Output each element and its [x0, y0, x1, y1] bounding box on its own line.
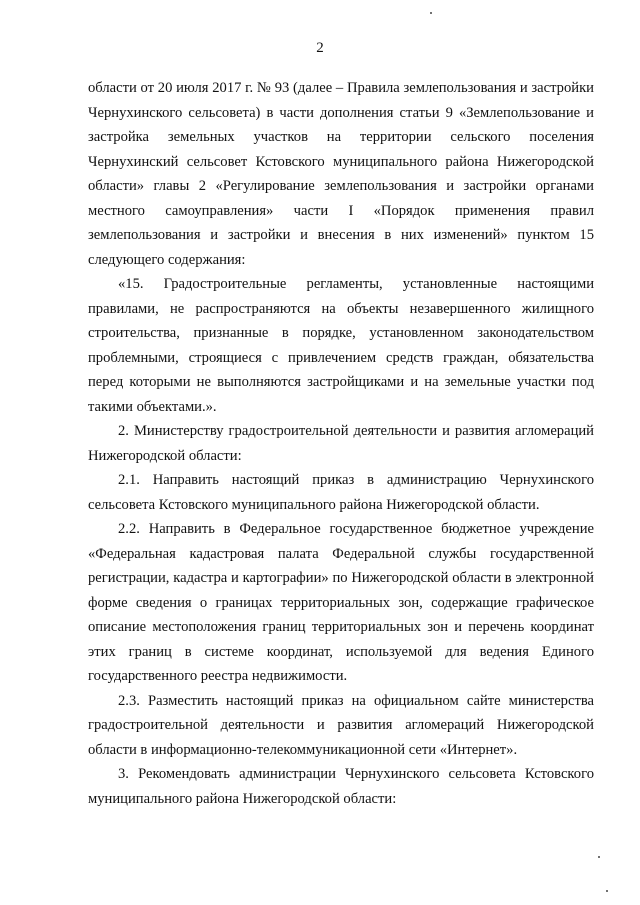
scan-speck	[430, 12, 432, 14]
paragraph-continuation: области от 20 июля 2017 г. № 93 (далее – Правила землепользования и застройки Чернухинского сельсовета) в части дополнения статьи 9 «Землепользование и застройка земельных участков на территории сельского поселения Чернухинский сельсовет Кстовского муниципального района Нижегородской области» главы 2 «Регулирование землепользования и застройки органами местного самоуправления» части I «Порядок применения правил землепользования и застройки и внесения в них изменений» пунктом 15 следующего содержания:	[88, 80, 594, 268]
scan-speck	[598, 856, 600, 858]
paragraph-item-2-3: 2.3. Разместить настоящий приказ на официальном сайте министерства градостроительной деятельности и развития агломераций Нижегородской области в информационно-телекоммуникационной сети «Интернет».	[88, 692, 594, 758]
paragraph-item-2-2: 2.2. Направить в Федеральное государственное бюджетное учреждение «Федеральная кадастровая палата Федеральной службы государственной регистрации, кадастра и картографии» по Нижегородской области в электронной форме сведения о границах территориальных зон, содержащие графическое описание местоположения границ территориальных зон и перечень координат этих границ в системе координат, используемой для ведения Единого государственного реестра недвижимости.	[88, 521, 594, 684]
paragraph-item-2-1: 2.1. Направить настоящий приказ в администрацию Чернухинского сельсовета Кстовского муниципального района Нижегородской области.	[88, 472, 594, 513]
scan-speck	[606, 890, 608, 892]
paragraph-item-3: 3. Рекомендовать администрации Чернухинского сельсовета Кстовского муниципального района Нижегородской области:	[88, 766, 594, 807]
paragraph-item-15: «15. Градостроительные регламенты, установленные настоящими правилами, не распространяются на объекты незавершенного жилищного строительства, признанные в порядке, установленном законодательством проблемными, строящиеся с привлечением средств граждан, обязательства перед которыми не выполняются застройщиками и на земельные участки под такими объектами.».	[88, 276, 594, 415]
page-number: 2	[316, 40, 324, 56]
paragraph-item-2: 2. Министерству градостроительной деятельности и развития агломераций Нижегородской области:	[88, 423, 594, 464]
document-body	[88, 76, 594, 811]
